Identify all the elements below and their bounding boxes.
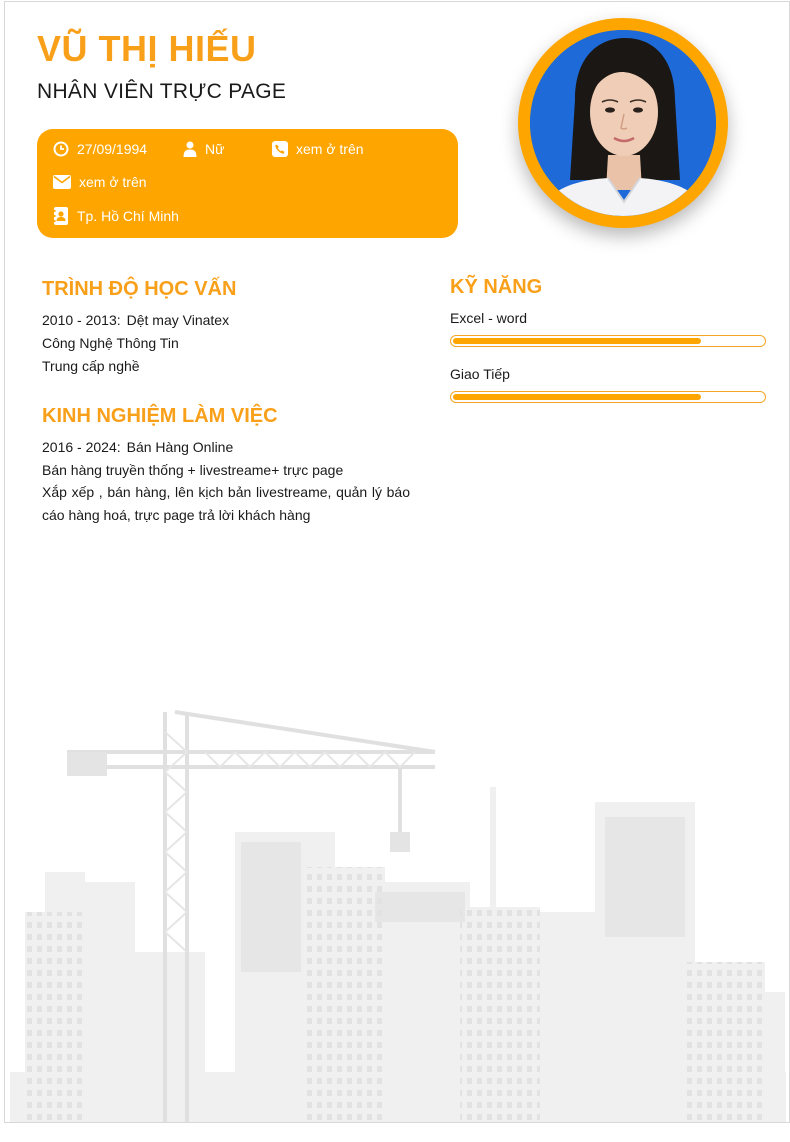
user-icon: [183, 141, 197, 157]
city-skyline-illustration: [5, 692, 790, 1123]
experience-period: 2016 - 2024:: [42, 439, 121, 455]
education-major: Công Nghệ Thông Tin: [42, 335, 179, 351]
address-item: [53, 207, 179, 225]
envelope-icon: [53, 175, 71, 189]
phone-item: [272, 141, 364, 157]
birthday-value: 27/09/1994: [77, 141, 148, 157]
experience-role: Bán hàng truyền thống + livestreame+ trực page: [42, 462, 344, 478]
skill-bar-fill: [453, 394, 701, 400]
cv-page: [4, 1, 790, 1123]
experience-heading: KINH NGHIỆM LÀM VIỆC: [42, 405, 278, 427]
gender-value: Nữ: [205, 141, 225, 157]
email-item: [53, 174, 147, 190]
experience-company: Bán Hàng Online: [126, 439, 234, 455]
phone-icon: [272, 141, 288, 157]
education-degree: Trung cấp nghề: [42, 358, 140, 374]
experience-description: Xắp xếp , bán hàng, lên kịch bản livestreame, quản lý báo cáo hàng hoá, trực page trả lời khách hàng: [42, 484, 410, 523]
education-period: 2010 - 2013:: [42, 312, 121, 328]
profile-photo: [530, 30, 716, 216]
phone-value: xem ở trên: [296, 141, 364, 157]
skills-heading: KỸ NĂNG: [450, 276, 543, 298]
skill-bar: [450, 335, 766, 347]
address-book-icon: [53, 207, 69, 225]
gender-item: [183, 141, 224, 157]
email-value: xem ở trên: [79, 174, 147, 190]
contact-info-box: [37, 129, 458, 238]
profile-photo-frame: [518, 18, 728, 228]
skill-bar-fill: [453, 338, 701, 344]
clock-icon: [53, 141, 69, 157]
address-value: Tp. Hồ Chí Minh: [77, 208, 179, 224]
candidate-name: VŨ THỊ HIẾU: [37, 28, 257, 69]
education-heading: TRÌNH ĐỘ HỌC VẤN: [42, 278, 237, 300]
education-entry: [42, 312, 229, 328]
skill-name: Excel - word: [450, 310, 528, 326]
experience-entry: [42, 439, 233, 455]
job-title: NHÂN VIÊN TRỰC PAGE: [37, 80, 287, 103]
education-school: Dệt may Vinatex: [126, 312, 230, 328]
birthday-item: [53, 141, 147, 157]
skill-name: Giao Tiếp: [450, 366, 510, 382]
skill-bar: [450, 391, 766, 403]
